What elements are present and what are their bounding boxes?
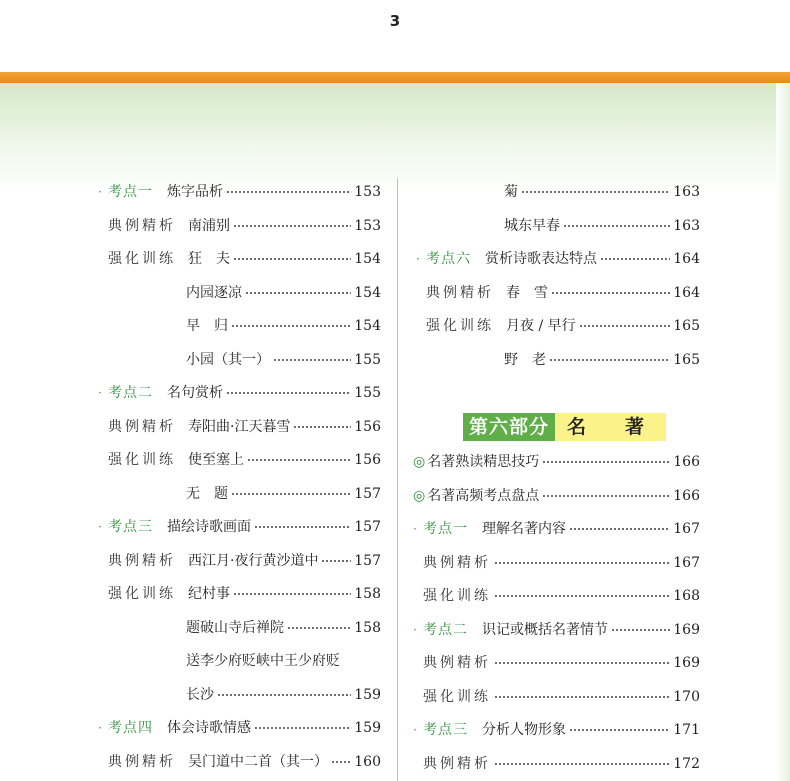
leader-dots [231, 321, 351, 331]
page-ref: 156 [354, 418, 381, 435]
entry-title: 名句赏析 [167, 385, 223, 401]
entry-title: 使至塞上 [188, 452, 244, 468]
category-label: 典例精析 [423, 755, 491, 772]
entry-title: 早 归 [186, 318, 228, 334]
page-ref: 169 [673, 655, 700, 671]
leader-dots [217, 690, 351, 700]
section-label: 考点六 [426, 251, 471, 267]
entry-title: 春 雪 [506, 284, 548, 301]
page-ref: 158 [354, 586, 381, 602]
orange-band [0, 72, 790, 83]
circle-icon: ◎ [413, 454, 426, 470]
entry-title: 西江月·夜行黄沙道中 [188, 552, 319, 569]
page-ref: 153 [354, 184, 381, 200]
toc-entry[interactable] [108, 248, 381, 270]
toc-entry[interactable] [186, 483, 381, 505]
page-ref: 154 [354, 284, 381, 301]
page-number: 3 [389, 12, 401, 30]
entry-title: 寿阳曲·江天暮雪 [188, 418, 291, 435]
toc-entry[interactable] [423, 652, 700, 674]
page-ref: 170 [673, 688, 700, 705]
section-label: 考点四 [108, 720, 153, 736]
bullet-dot: · [413, 723, 417, 737]
leader-dots [542, 457, 670, 467]
entry-title: 分析人物形象 [482, 722, 566, 738]
page-ref: 154 [354, 318, 381, 334]
toc-entry[interactable] [504, 181, 700, 203]
entry-title: 识记或概括名著情节 [482, 621, 608, 638]
leader-dots [549, 355, 670, 365]
entry-title: 狂 夫 [188, 251, 230, 267]
page-ref: 164 [673, 284, 700, 301]
page-ref: 158 [354, 619, 381, 636]
entry-title: 纪村事 [188, 586, 230, 602]
toc-entry[interactable] [423, 686, 700, 708]
entry-title: 南浦别 [188, 217, 230, 234]
right-edge-tint [776, 83, 790, 781]
leader-dots [569, 524, 670, 534]
entry-title: 城东早春 [504, 217, 560, 234]
leader-dots [569, 725, 670, 735]
page-ref: 159 [354, 686, 381, 703]
leader-dots [494, 658, 670, 668]
entry-title: 名著熟读精思技巧 [427, 454, 540, 470]
toc-entry[interactable] [426, 282, 700, 304]
category-label: 强化训练 [108, 452, 176, 468]
leader-dots [494, 591, 670, 601]
leader-dots [233, 254, 351, 264]
toc-entry[interactable] [108, 751, 381, 773]
page-ref: 165 [673, 318, 700, 334]
toc-entry[interactable] [98, 181, 381, 203]
leader-dots [231, 489, 351, 499]
bullet-dot: · [98, 386, 102, 400]
toc-entry[interactable] [423, 753, 700, 775]
toc-entry[interactable] [98, 717, 381, 739]
bullet-dot: · [413, 522, 417, 536]
page-ref: 166 [673, 454, 700, 470]
leader-dots [245, 288, 351, 298]
toc-entry[interactable] [413, 619, 700, 641]
section-label: 考点二 [423, 621, 468, 638]
section-label: 考点二 [108, 385, 153, 401]
leader-dots [321, 556, 351, 566]
page-ref: 171 [673, 722, 700, 738]
toc-entry[interactable] [186, 684, 381, 706]
entry-title: 赏析诗歌表达特点 [485, 251, 597, 267]
page-ref: 172 [673, 755, 700, 772]
circle-icon: ◎ [413, 487, 426, 504]
entry-title: 送李少府贬峡中王少府贬 [186, 653, 340, 669]
page-ref: 157 [354, 519, 381, 535]
leader-dots [254, 723, 351, 733]
section-label: 考点一 [423, 521, 468, 537]
page-ref: 156 [354, 452, 381, 468]
leader-dots [611, 625, 670, 635]
category-label: 强化训练 [426, 318, 494, 334]
page-ref: 167 [673, 554, 700, 571]
header-gradient [0, 83, 790, 193]
toc-entry[interactable] [413, 719, 700, 741]
category-label: 典例精析 [108, 418, 176, 435]
toc-entry[interactable] [186, 650, 381, 672]
toc-entry[interactable] [413, 485, 700, 507]
leader-dots [233, 589, 351, 599]
entry-title: 吴门道中二首（其一） [188, 753, 328, 770]
toc-entry[interactable] [186, 349, 381, 371]
leader-dots [563, 221, 670, 231]
leader-dots [273, 355, 351, 365]
leader-dots [226, 187, 351, 197]
leader-dots [494, 558, 670, 568]
page-ref: 166 [673, 487, 700, 504]
toc-entry[interactable] [413, 518, 700, 540]
leader-dots [494, 759, 670, 769]
entry-title: 月夜 / 早行 [506, 318, 576, 334]
category-label: 典例精析 [426, 284, 494, 301]
entry-title: 长沙 [186, 686, 214, 703]
leader-dots [600, 254, 670, 264]
page-ref: 164 [673, 251, 700, 267]
toc-entry[interactable] [413, 451, 700, 473]
bullet-dot: · [98, 185, 102, 199]
leader-dots [542, 491, 670, 501]
page-ref: 163 [673, 217, 700, 234]
leader-dots [254, 522, 351, 532]
entry-title: 名著高频考点盘点 [427, 487, 540, 504]
entry-title: 题破山寺后禅院 [186, 619, 284, 636]
page-ref: 154 [354, 251, 381, 267]
toc-entry[interactable] [108, 550, 381, 572]
category-label: 强化训练 [108, 586, 176, 602]
leader-dots [494, 692, 670, 702]
toc-entry[interactable] [108, 215, 381, 237]
leader-dots [579, 321, 671, 331]
leader-dots [247, 455, 351, 465]
bullet-dot: · [98, 520, 102, 534]
entry-title: 野 老 [504, 351, 546, 368]
column-divider [397, 178, 398, 781]
page-ref: 168 [673, 588, 700, 604]
toc-entry[interactable] [108, 416, 381, 438]
category-label: 典例精析 [108, 217, 176, 234]
section-label: 考点三 [423, 722, 468, 738]
leader-dots [233, 221, 351, 231]
toc-entry[interactable] [108, 583, 381, 605]
entry-title: 炼字品析 [167, 184, 223, 200]
toc-entry[interactable] [416, 248, 700, 270]
page-ref: 160 [354, 753, 381, 770]
toc-entry[interactable] [186, 282, 381, 304]
toc-entry[interactable] [504, 215, 700, 237]
toc-entry[interactable] [186, 617, 381, 639]
leader-dots [226, 388, 351, 398]
leader-dots [551, 288, 670, 298]
bullet-dot: · [416, 252, 420, 266]
category-label: 典例精析 [423, 554, 491, 571]
toc-entry[interactable] [423, 585, 700, 607]
toc-entry[interactable] [98, 516, 381, 538]
page-ref: 157 [354, 552, 381, 569]
leader-dots [331, 757, 351, 767]
toc-entry[interactable] [423, 552, 700, 574]
part-label: 第六部分 [463, 413, 555, 441]
category-label: 强化训练 [423, 688, 491, 705]
part-header [463, 413, 666, 441]
page-ref: 165 [673, 351, 700, 368]
entry-title: 菊 [504, 184, 518, 200]
section-label: 考点一 [108, 184, 153, 200]
bullet-dot: · [98, 721, 102, 735]
part-name: 名 著 [555, 413, 666, 441]
toc-entry[interactable] [186, 315, 381, 337]
toc-entry[interactable] [98, 382, 381, 404]
page-ref: 157 [354, 485, 381, 502]
category-label: 强化训练 [423, 588, 491, 604]
page-ref: 159 [354, 720, 381, 736]
entry-title: 描绘诗歌画面 [167, 519, 251, 535]
entry-title: 内园逐凉 [186, 284, 242, 301]
leader-dots [287, 623, 351, 633]
toc-entry[interactable] [504, 349, 700, 371]
page-ref: 169 [673, 621, 700, 638]
category-label: 典例精析 [423, 655, 491, 671]
category-label: 典例精析 [108, 552, 176, 569]
entry-title: 体会诗歌情感 [167, 720, 251, 736]
section-label: 考点三 [108, 519, 153, 535]
category-label: 强化训练 [108, 251, 176, 267]
entry-title: 理解名著内容 [482, 521, 566, 537]
bullet-dot: · [413, 622, 417, 637]
page-ref: 153 [354, 217, 381, 234]
toc-entry[interactable] [108, 449, 381, 471]
page-ref: 155 [354, 351, 381, 368]
leader-dots [293, 422, 351, 432]
category-label: 典例精析 [108, 753, 176, 770]
page-ref: 167 [673, 521, 700, 537]
toc-entry[interactable] [426, 315, 700, 337]
page-ref: 155 [354, 385, 381, 401]
entry-title: 无 题 [186, 485, 228, 502]
entry-title: 小园（其一） [186, 351, 270, 368]
leader-dots [521, 187, 670, 197]
page-ref: 163 [673, 184, 700, 200]
